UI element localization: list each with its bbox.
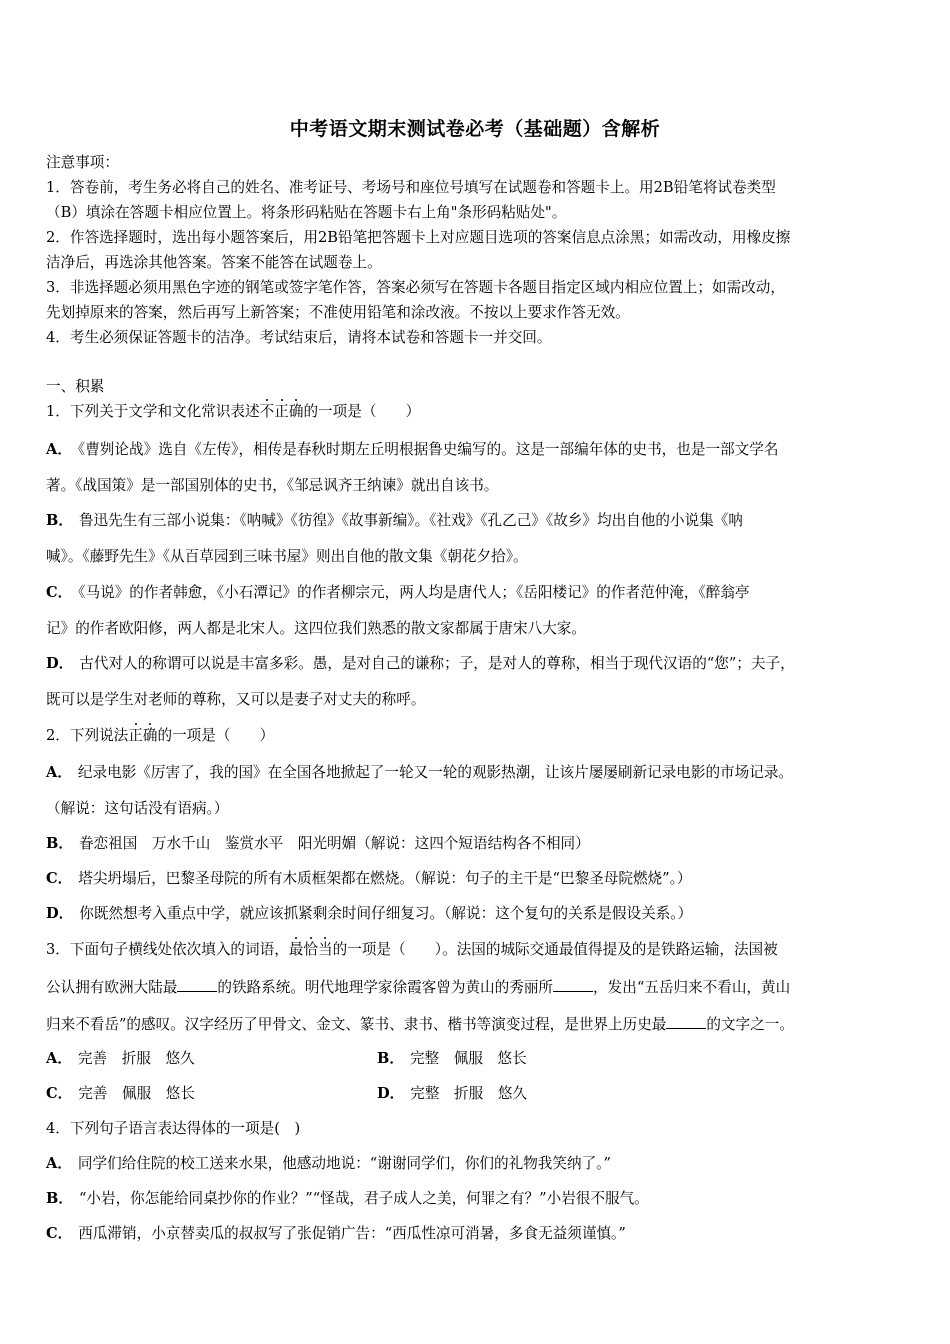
- emphasis-char: 最: [288, 941, 304, 958]
- option-a: [46, 763, 793, 783]
- stem-text: 的一项是（ ）: [157, 727, 275, 744]
- section-heading: 一、积累: [46, 378, 105, 395]
- note-line: 2．作答选择题时，选出每小题答案后，用2B铅笔把答题卡上对应题目选项的答案信息点涂黑；如需改动，用橡皮擦: [46, 229, 791, 246]
- option-label: B．: [46, 1190, 73, 1207]
- emphasis-char: 确: [288, 403, 304, 420]
- question-stem: 4．下列句子语言表达得体的一项是( ): [46, 1120, 301, 1137]
- note-line: （B）填涂在答题卡相应位置上。将条形码粘贴在答题卡右上角"条形码粘贴处"。: [46, 204, 567, 221]
- option-text: 眷恋祖国 万水千山 鉴赏水平 阳光明媚（解说：这四个短语结构各不相同）: [78, 835, 590, 852]
- option-text: 《曹刿论战》选自《左传》，相传是春秋时期左丘明根据鲁史编写的。这是一部编年体的史书，也是一部文学名: [77, 441, 779, 458]
- option-text: 古代对人的称谓可以说是丰富多彩。愚，是对自己的谦称；子，是对人的尊称，相当于现代汉语的“您”；夫子，: [79, 655, 795, 672]
- stem-text: 归来不看岳”的感叹。汉字经历了甲骨文、金文、篆书、隶书、楷书等演变过程，是世界上历史最: [46, 1016, 667, 1033]
- option-label: A．: [46, 764, 72, 781]
- option-c: [46, 869, 691, 889]
- stem-text: 的铁路系统。明代地理学家徐霞客曾为黄山的秀丽所: [217, 979, 554, 996]
- fill-blank: [666, 1014, 706, 1029]
- option-text: “小岩，你怎能给同桌抄你的作业？”“怪哉，君子成人之美，何罪之有？”小岩很不服气。: [78, 1190, 649, 1207]
- option-b: [46, 1189, 649, 1209]
- option-d: [46, 654, 795, 674]
- option-text: 完整 折服 悠久: [410, 1085, 528, 1102]
- option-d: [377, 1084, 527, 1104]
- stem-text: 2．下列说法: [46, 727, 129, 744]
- option-b: [377, 1049, 527, 1069]
- option-b: [46, 511, 743, 531]
- note-line: 洁净后，再选涂其他答案。答案不能答在试题卷上。: [46, 254, 382, 271]
- question-stem: [46, 402, 420, 422]
- option-text: 完善 折服 悠久: [77, 1050, 195, 1067]
- option-b: [46, 834, 590, 854]
- fill-blank: [177, 977, 217, 992]
- option-label: D．: [377, 1085, 405, 1102]
- option-label: C．: [46, 1085, 73, 1102]
- stem-text: 1．下列关于文学和文化常识表述: [46, 403, 260, 420]
- emphasis-char: 正: [274, 403, 289, 420]
- stem-text: 公认拥有欧洲大陆最: [46, 979, 178, 996]
- stem-line: [46, 977, 790, 998]
- emphasis-char: 不: [259, 403, 275, 420]
- stem-text: 的文字之一。: [706, 1016, 794, 1033]
- option-text-cont: （解说：这句话没有语病。）: [46, 800, 229, 817]
- option-c: [46, 1084, 195, 1104]
- note-line: 先划掉原来的答案，然后再写上新答案；不准使用铅笔和涂改液。不按以上要求作答无效。: [46, 304, 630, 321]
- option-text: 塔尖坍塌后，巴黎圣母院的所有木质框架都在燃烧。（解说：句子的主干是“巴黎圣母院燃烧”。）: [78, 870, 692, 887]
- question-stem: [46, 726, 274, 746]
- emphasis-char: 恰: [303, 941, 319, 958]
- option-label: B．: [46, 512, 73, 529]
- option-a: [46, 440, 778, 460]
- option-label: D．: [46, 655, 74, 672]
- option-label: A．: [46, 1155, 72, 1172]
- option-text: 完整 佩服 悠长: [409, 1050, 527, 1067]
- option-a: [46, 1049, 195, 1069]
- option-label: B．: [377, 1050, 404, 1067]
- option-text-cont: 喊》。《藤野先生》《从百草园到三味书屋》则出自他的散文集《朝花夕拾》。: [46, 548, 528, 565]
- option-text: 西瓜滞销，小京替卖瓜的叔叔写了张促销广告：“西瓜性凉可消暑，多食无益须谨慎。”: [78, 1225, 626, 1242]
- stem-text: 的一项是（ ）。法国的城际交通最值得提及的是铁路运输，法国被: [332, 941, 778, 958]
- option-text-cont: 著。《战国策》是一部国别体的史书，《邹忌讽齐王纳谏》就出自该书。: [46, 477, 499, 494]
- option-text: 纪录电影《厉害了，我的国》在全国各地掀起了一轮又一轮的观影热潮，让该片屡屡刷新记录电影的市场记录。: [77, 764, 794, 781]
- note-line: 1．答卷前，考生务必将自己的姓名、准考证号、考场号和座位号填写在试题卷和答题卡上。用2B铅笔将试卷类型: [46, 179, 776, 196]
- emphasis-char: 当: [318, 941, 333, 958]
- option-d: [46, 904, 692, 924]
- option-label: D．: [46, 905, 74, 922]
- page-title: 中考语文期末测试卷必考（基础题）含解析: [289, 118, 661, 140]
- option-label: C．: [46, 870, 73, 887]
- option-label: A．: [46, 441, 72, 458]
- emphasis-char: 确: [142, 727, 158, 744]
- note-line: 4．考生必须保证答题卡的洁净。考试结束后，请将本试卷和答题卡一并交回。: [46, 329, 552, 346]
- option-label: A．: [46, 1050, 72, 1067]
- question-stem: [46, 940, 778, 960]
- stem-text: 的一项是（ ）: [303, 403, 421, 420]
- note-line: 3．非选择题必须用黑色字迹的钢笔或签字笔作答，答案必须写在答题卡各题目指定区域内相应位置上；如需改动，: [46, 279, 785, 296]
- option-label: B．: [46, 835, 73, 852]
- option-text: 完善 佩服 悠长: [78, 1085, 195, 1102]
- option-text: 同学们给住院的校工送来水果，他感动地说：“谢谢同学们，你们的礼物我笑纳了。”: [77, 1155, 611, 1172]
- fill-blank: [553, 977, 593, 992]
- option-text: 鲁迅先生有三部小说集：《呐喊》《彷徨》《故事新编》。《社戏》《孔乙己》《故乡》均出自他的小说集《呐: [78, 512, 743, 529]
- option-a: [46, 1154, 611, 1174]
- emphasis-char: 正: [128, 727, 143, 744]
- option-c: [46, 1224, 626, 1244]
- option-label: C．: [46, 584, 73, 601]
- option-text-cont: 既可以是学生对老师的尊称，又可以是妻子对丈夫的称呼。: [46, 691, 426, 708]
- stem-line: [46, 1014, 794, 1035]
- option-label: C．: [46, 1225, 73, 1242]
- option-text: 你既然想考入重点中学，就应该抓紧剩余时间仔细复习。（解说：这个复句的关系是假设关系。）: [79, 905, 693, 922]
- option-text-cont: 记》的作者欧阳修，两人都是北宋人。这四位我们熟悉的散文家都属于唐宋八大家。: [46, 620, 586, 637]
- stem-text: ，发出“五岳归来不看山，黄山: [593, 979, 791, 996]
- stem-text: 3．下面句子横线处依次填入的词语，: [46, 941, 289, 958]
- option-c: [46, 583, 750, 603]
- notes-heading: 注意事项：: [46, 154, 119, 171]
- option-text: 《马说》的作者韩愈，《小石潭记》的作者柳宗元，两人均是唐代人；《岳阳楼记》的作者范仲淹，《醉翁亭: [78, 584, 750, 601]
